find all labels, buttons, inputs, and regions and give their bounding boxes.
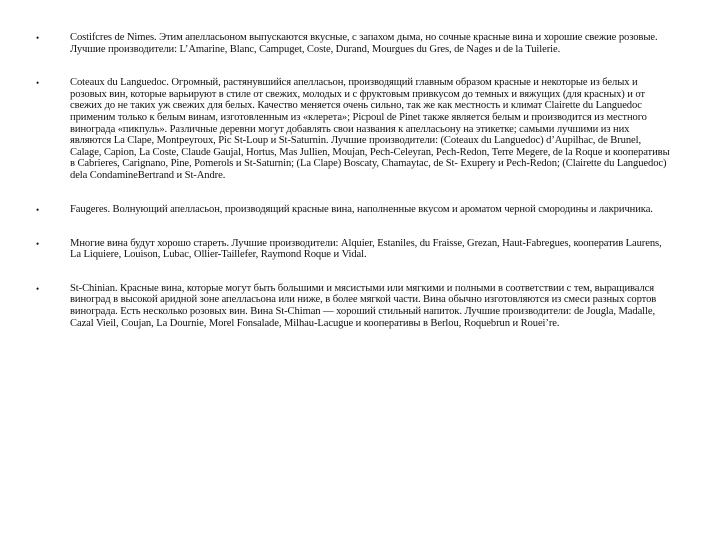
list-item-coteaux-du-languedoc — [36, 77, 672, 181]
bullet-icon: • — [36, 238, 40, 249]
list-item-faugeres — [36, 204, 672, 216]
list-item-aging-producers — [36, 238, 672, 261]
list-item-costieres-de-nimes — [36, 32, 672, 55]
bullet-icon: • — [36, 283, 40, 294]
list-item-text: Coteaux du Languedoc. Огромный, растянувшийся апелласьон, производящий главным образом красные и некоторые из белых и розовых вин, которые варьируют в стиле от свежих, молодых и с фруктовым привкусом до темных и вяжущих (для красных) и от свежих до не таких уж свежих для белых. Качество меняется очень сильно, так же как местность и климат Clairette du Languedoc применим только к белым винам, изготовленным из «клерета»; Picpoul de Pinet также является белым и производится из местного винограда «пикпуль». Различные деревни могут добавлять свои названия к апелласьону на этикетке; самыми лучшими из них являются La Clape, Montpeyroux, Pic St-Loup и St-Saturnin. Лучшие производители: (Coteaux du Languedoc) d’Aupilhac, de Brunel, Calage, Capion, La Coste, Claude Gaujal, Hortus, Mas Jullien, Moujan, Pech-Celeyran, Pech-Redon, Terre Megere, de la Roque и кооперативы в Cabrieres, Carignano, Pine, Pomerols и St-Saturnin; (La Clape) Boscaty, Chamaytac, de St- Exupery и Pech-Redon; (Clairette du Languedoc) dela CondamineBertrand и St-Andre. — [70, 77, 670, 181]
list-item-text: Многие вина будут хорошо стареть. Лучшие производители: Alquier, Estaniles, du Fraisse, Grezan, Haut-Fabregues, кооператив Laurens, La Liquiere, Louison, Lubac, Ollier-Taillefer, Raymond Roque и Vidal. — [70, 237, 662, 261]
bullet-icon: • — [36, 33, 40, 43]
list-item-text: Faugeres. Волнующий апелласьон, производящий красные вина, наполненные вкусом и ароматом черной смородины и лакричника. — [70, 203, 653, 215]
wine-appellation-list — [36, 32, 672, 351]
bullet-icon: • — [36, 204, 40, 215]
list-item-st-chinian — [36, 283, 672, 329]
bullet-icon: • — [36, 78, 40, 89]
list-item-text: St-Chinian. Красные вина, которые могут быть большими и мясистыми или мягкими и полными в соответствии с тем, выращивался виноград в высокой аридной зоне апелласьона или ниже, в более мягкой части. Вина обычно изготовляются из смеси разных сортов винограда. Есть несколько розовых вин. Вина St-Chiman — хороший стильный напиток. Лучшие производители: de Jougla, Madalle, Cazal Vieil, Coujan, La Dournie, Morel Fonsalade, Milhau-Lacugue и кооперативы в Berlou, Roquebrun и Rouei’re. — [70, 282, 657, 329]
list-item-text: Costifcres de Nimes. Этим апелласьоном выпускаются вкусные, с запахом дыма, но сочные красные вина и хорошие свежие розовые. Лучшие производители: L’Amarine, Blanc, Campuget, Coste, Durand, Mourgues du Gres, de Nages и de la Tuilerie. — [70, 32, 658, 55]
